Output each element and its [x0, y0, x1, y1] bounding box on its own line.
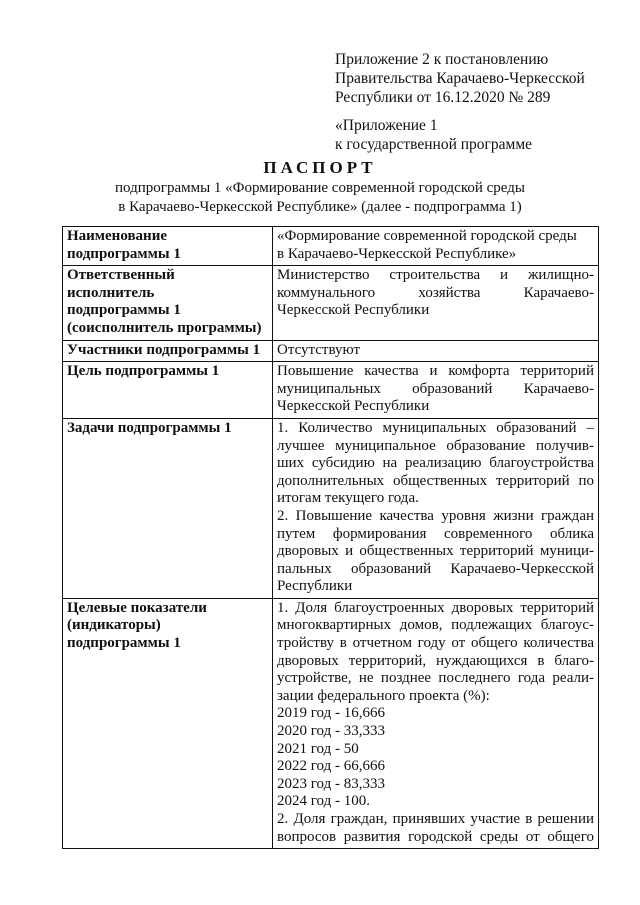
passport-table-body: [63, 227, 599, 849]
row-label-line: подпрограммы 1: [67, 302, 181, 319]
row-value-cell: [273, 418, 599, 598]
row-value-cell: [273, 227, 599, 266]
row-value-cell: [273, 340, 599, 362]
row-value-line: 2024 год - 100.: [277, 793, 370, 810]
document-title: ПАСПОРТ: [263, 158, 377, 177]
row-value-line: 2022 год - 66,666: [277, 758, 385, 775]
row-label-line: Задачи подпрограммы 1: [67, 419, 232, 436]
row-label-cell: [63, 598, 273, 848]
table-row: [63, 266, 599, 340]
row-value-line: коммунального хозяйства Карачаево-: [277, 284, 594, 301]
row-value-line: вопросов развития городской среды от общего: [277, 828, 594, 845]
row-value-line: в Карачаево-Черкесской Республике»: [277, 245, 517, 262]
row-label-cell: [63, 418, 273, 598]
row-label-cell: [63, 362, 273, 419]
row-value-line: 1. Количество муниципальных образований –: [277, 419, 594, 436]
row-label-cell: [63, 227, 273, 266]
row-label-line: Наименование: [67, 228, 167, 244]
row-value-line: зации федерального проекта (%):: [277, 687, 490, 704]
row-label-line: подпрограммы 1: [67, 245, 181, 262]
row-value-line: 1. Доля благоустроенных дворовых территорий: [277, 599, 594, 616]
row-value-line: 2021 год - 50: [277, 740, 359, 757]
row-label-line: Ответственный: [67, 267, 175, 284]
row-value-line: муниципальных образований Карачаево-: [277, 380, 594, 397]
annex-line: «Приложение 1: [335, 117, 438, 134]
row-value-line: тройству в отчетном году от общего количества: [277, 635, 594, 652]
row-label-line: (соисполнитель программы): [67, 319, 262, 336]
row-value-line: пальных образований Карачаево-Черкесской: [277, 560, 594, 577]
table-row: [63, 418, 599, 598]
row-label-cell: [63, 266, 273, 340]
row-value-line: «Формирование современной городской среды: [277, 228, 577, 244]
row-value-line: лучшее муниципальное образование получив-: [277, 437, 594, 454]
annex-line: к государственной программе: [335, 136, 533, 153]
row-value-line: итогам текущего года.: [277, 490, 419, 507]
annex-reference: [335, 116, 625, 154]
document-subtitle: [60, 179, 580, 217]
row-value-line: 2019 год - 16,666: [277, 705, 385, 722]
row-label-line: исполнитель: [67, 284, 155, 301]
table-row: [63, 362, 599, 419]
row-value-line: ших субсидию на реализацию благоустройства: [277, 455, 594, 472]
row-value-line: Отсутствуют: [277, 341, 361, 358]
row-value-line: 2020 год - 33,333: [277, 723, 385, 740]
row-label-cell: [63, 340, 273, 362]
approval-reference: [335, 50, 625, 107]
row-label-line: Цель подпрограммы 1: [67, 363, 220, 380]
row-value-line: дворовых территорий, нуждающихся в благо-: [277, 652, 594, 669]
row-value-line: многоквартирных домов, подлежащих благоус-: [277, 617, 594, 634]
approval-line: Республики от 16.12.2020 № 289: [335, 89, 551, 106]
table-row: [63, 598, 599, 848]
row-value-cell: [273, 598, 599, 848]
subtitle-line: подпрограммы 1 «Формирование современной городской среды: [115, 180, 525, 196]
row-value-line: 2. Доля граждан, принявших участие в решении: [277, 811, 594, 827]
row-value-line: путем формирования современного облика: [277, 525, 594, 542]
table-row: [63, 340, 599, 362]
row-value-line: Республики: [277, 578, 353, 595]
row-value-line: Черкесской Республики: [277, 398, 430, 415]
row-value-line: дополнительных общественных территорий по: [277, 472, 594, 489]
row-label-line: (индикаторы): [67, 617, 161, 634]
row-value-cell: [273, 266, 599, 340]
row-value-line: устройстве, не позднее последнего года реали-: [277, 670, 594, 687]
approval-line: Правительства Карачаево-Черкесской: [335, 70, 585, 87]
row-label-line: подпрограммы 1: [67, 635, 181, 652]
row-value-line: Повышение качества и комфорта территорий: [277, 363, 594, 380]
passport-table: [62, 226, 599, 849]
row-value-line: 2023 год - 83,333: [277, 775, 385, 792]
row-value-line: Черкесской Республики: [277, 302, 430, 319]
row-value-line: 2. Повышение качества уровня жизни граждан: [277, 507, 594, 524]
subtitle-line: в Карачаево-Черкесской Республике» (далее - подпрограмма 1): [118, 199, 522, 215]
approval-line: Приложение 2 к постановлению: [335, 51, 549, 68]
table-row: [63, 227, 599, 266]
row-label-line: Целевые показатели: [67, 599, 207, 616]
row-value-line: Министерство строительства и жилищно-: [277, 267, 594, 284]
row-value-cell: [273, 362, 599, 419]
row-label-line: Участники подпрограммы 1: [67, 341, 261, 358]
row-value-line: дворовых и общественных территорий муници-: [277, 543, 594, 560]
